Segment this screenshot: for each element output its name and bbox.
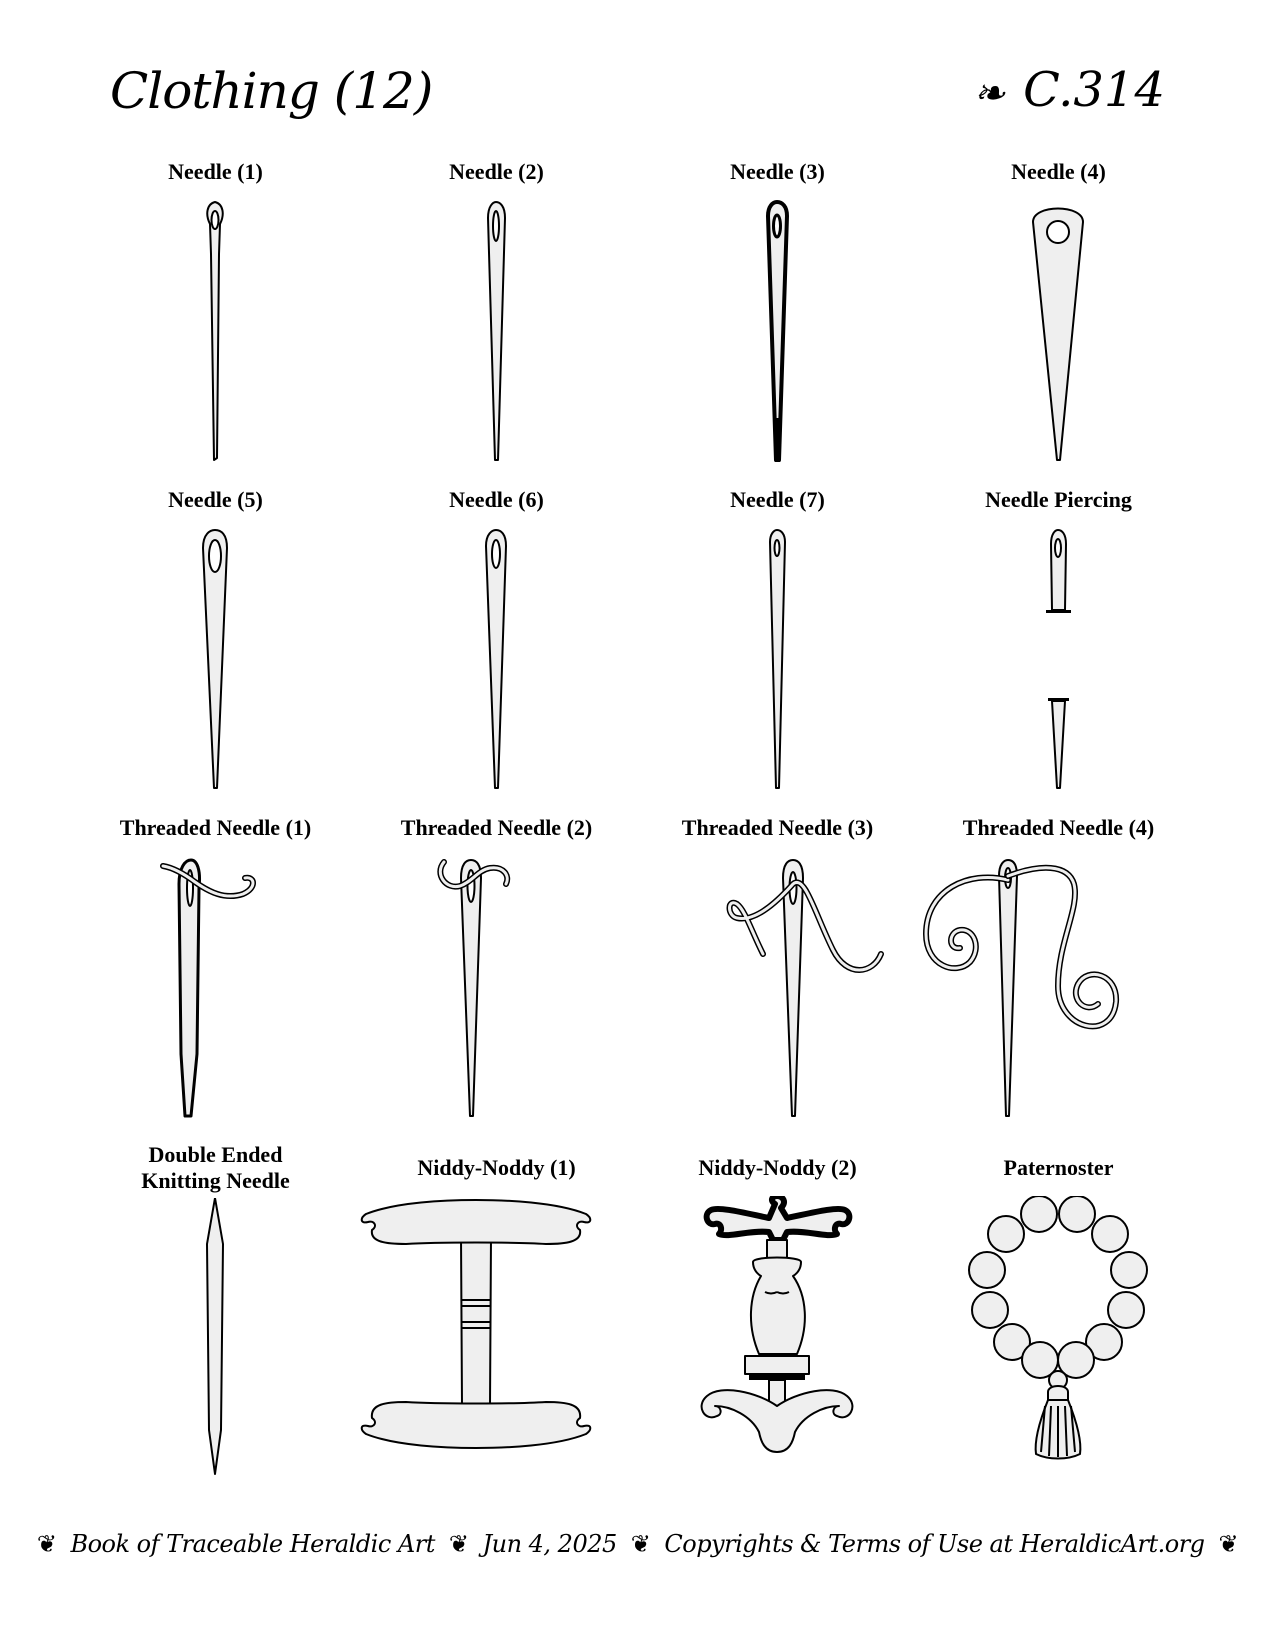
item-label: Needle (5): [168, 487, 263, 512]
needle-icon: [637, 526, 918, 826]
page-code: [973, 62, 1165, 118]
niddy-noddy-icon: [637, 1196, 918, 1484]
item-label: Needle Piercing: [985, 487, 1132, 512]
cell-needle-6[interactable]: [356, 486, 637, 828]
cell-niddy-noddy-1[interactable]: [356, 1142, 637, 1484]
item-label: Threaded Needle (3): [681, 815, 874, 840]
needle-icon: [356, 526, 637, 826]
item-label: Threaded Needle (4): [962, 815, 1155, 840]
needle-icon: [356, 198, 637, 498]
footer-date: Jun 4, 2025: [482, 1530, 617, 1558]
cell-needle-5[interactable]: [75, 486, 356, 828]
item-label: Needle (2): [449, 159, 544, 184]
needle-piercing-icon: [918, 526, 1199, 826]
fleuron-icon: ❦: [448, 1530, 469, 1558]
fleuron-icon: ❧: [973, 71, 1006, 115]
item-label: Needle (4): [1011, 159, 1106, 184]
fleuron-icon: ❦: [36, 1530, 57, 1558]
cell-niddy-noddy-2[interactable]: [637, 1142, 918, 1484]
needle-icon: [637, 198, 918, 498]
cell-needle-3[interactable]: [637, 158, 918, 500]
item-label: Needle (7): [730, 487, 825, 512]
needle-icon: [918, 198, 1199, 498]
item-label: Double Ended Knitting Needle: [141, 1142, 290, 1193]
footer-book-title: Book of Traceable Heraldic Art: [70, 1530, 435, 1558]
item-label: Needle (3): [730, 159, 825, 184]
cell-needle-1[interactable]: [75, 158, 356, 500]
paternoster-icon: [918, 1196, 1199, 1484]
footer-terms-link[interactable]: Copyrights & Terms of Use at HeraldicArt.org: [664, 1530, 1205, 1558]
knitting-needle-icon: [75, 1198, 356, 1484]
cell-threaded-needle-3[interactable]: [637, 814, 918, 1156]
cell-threaded-needle-1[interactable]: [75, 814, 356, 1156]
threaded-needle-icon: [75, 854, 356, 1154]
cell-needle-2[interactable]: [356, 158, 637, 500]
threaded-needle-icon: [637, 854, 918, 1154]
fleuron-icon: ❦: [1218, 1530, 1239, 1558]
threaded-needle-icon: [356, 854, 637, 1154]
footer: [0, 1530, 1275, 1558]
cell-needle-piercing[interactable]: [918, 486, 1199, 828]
cell-threaded-needle-2[interactable]: [356, 814, 637, 1156]
cell-needle-4[interactable]: [918, 158, 1199, 500]
item-label: Needle (6): [449, 487, 544, 512]
page-title: Clothing (12): [110, 62, 433, 120]
item-label: Paternoster: [1003, 1155, 1114, 1180]
niddy-noddy-icon: [356, 1196, 637, 1484]
plate-code: C.314: [1023, 62, 1165, 118]
item-label: Niddy-Noddy (2): [698, 1155, 857, 1180]
item-label: Threaded Needle (2): [400, 815, 593, 840]
cell-threaded-needle-4[interactable]: [918, 814, 1199, 1156]
item-label: Threaded Needle (1): [119, 815, 312, 840]
needle-icon: [75, 526, 356, 826]
cell-paternoster[interactable]: [918, 1142, 1199, 1484]
cell-needle-7[interactable]: [637, 486, 918, 828]
item-label: Needle (1): [168, 159, 263, 184]
fleuron-icon: ❦: [630, 1530, 651, 1558]
cell-knitting-needle[interactable]: [75, 1142, 356, 1484]
item-label: Niddy-Noddy (1): [417, 1155, 576, 1180]
needle-icon: [75, 198, 356, 498]
charge-grid: [75, 158, 1200, 1528]
threaded-needle-icon: [918, 854, 1199, 1154]
